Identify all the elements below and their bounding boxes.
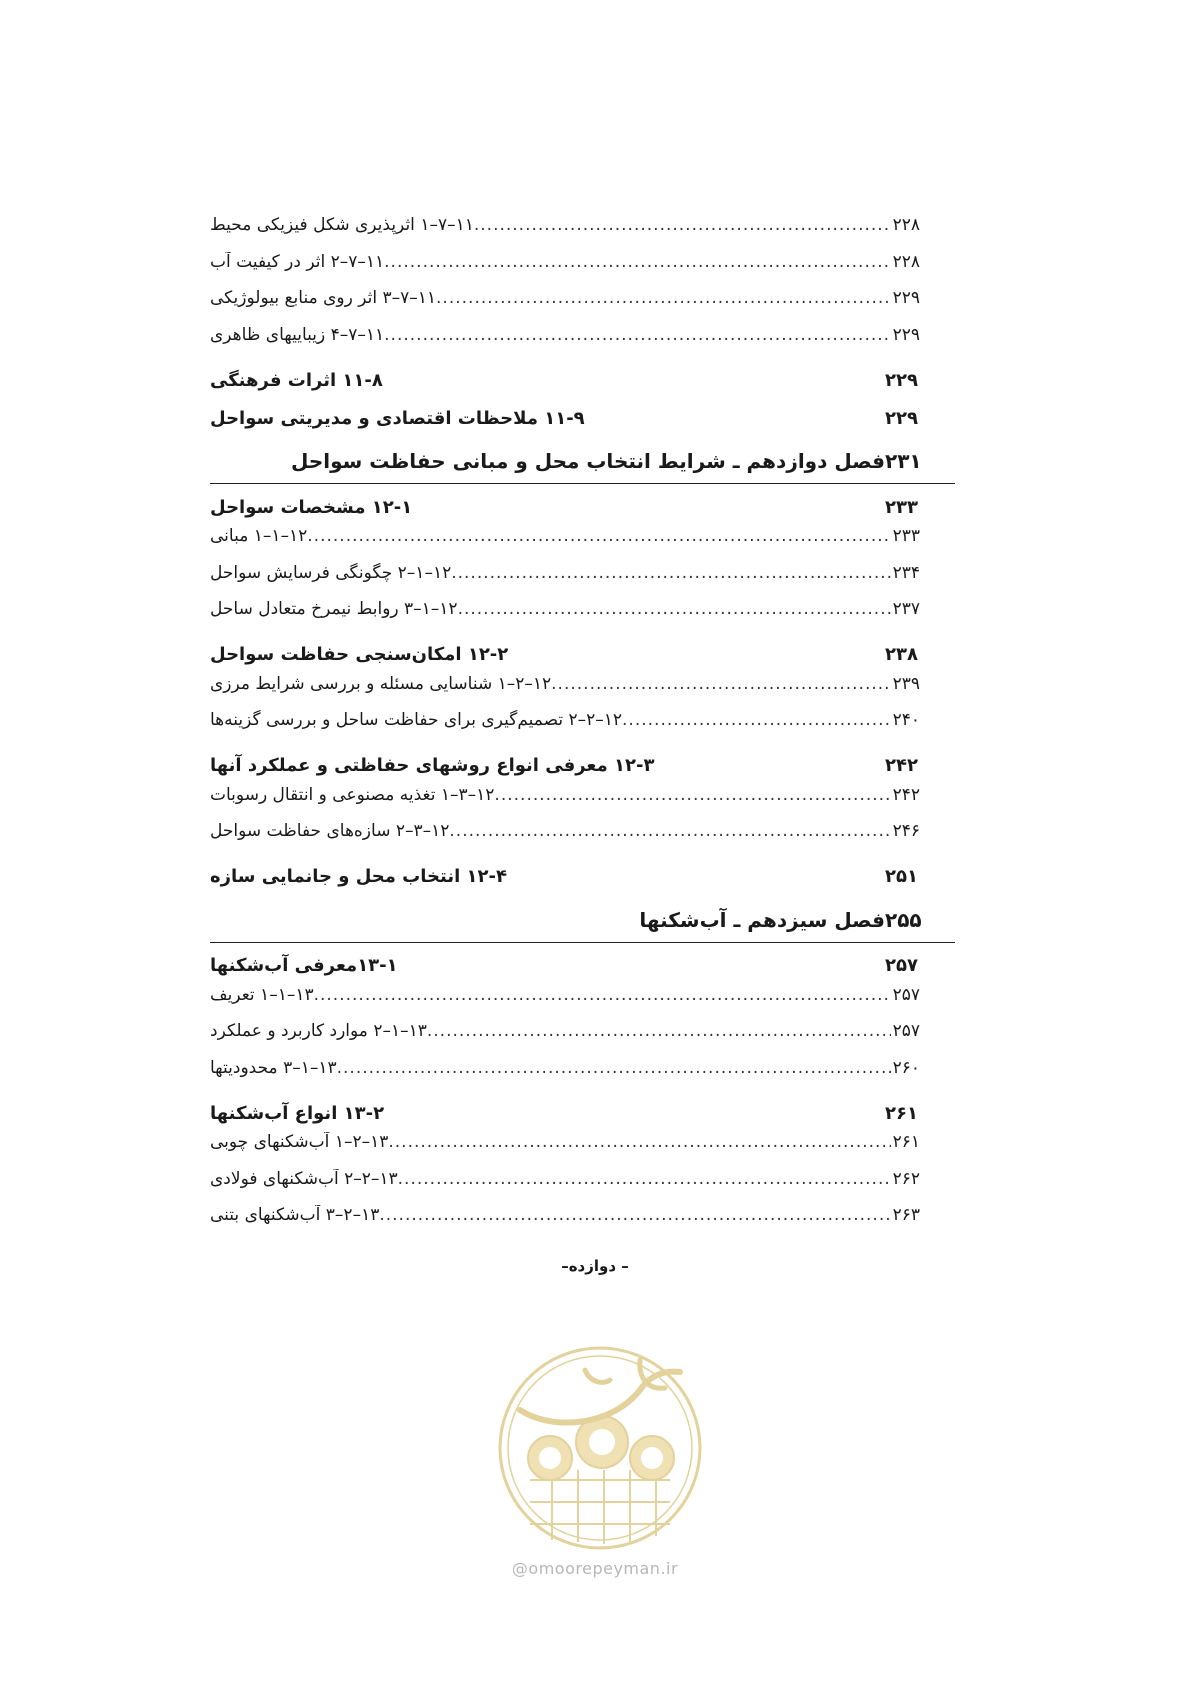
- toc-entry-title: ۱۳-۱معرفی آب‌شکنها: [210, 955, 398, 976]
- toc-section: [210, 488, 955, 526]
- toc-entry-title: ۱۳–۱–۳ محدودیتها: [210, 1057, 337, 1078]
- toc-subsection: [210, 288, 955, 325]
- toc-entry-title: ۱۱–۷–۴ زیباییهای ظاهری: [210, 324, 385, 345]
- toc-subsection: [210, 985, 955, 1022]
- toc-subsection: [210, 674, 955, 711]
- toc-entry-title: ۱۱–۷–۳ اثر روی منابع بیولوژیکی: [210, 288, 437, 308]
- toc-entry-page: ۲۵۷: [885, 955, 918, 976]
- toc-subsection: [210, 252, 955, 289]
- toc-entry-title: ۱۲–۲–۲ تصمیم‌گیری برای حفاظت ساحل و بررسی گزینه‌ها: [210, 710, 623, 730]
- toc-entry-title: ۱۲–۳–۱ تغذیه مصنوعی و انتقال رسوبات: [210, 784, 495, 805]
- toc-subsection: [210, 599, 955, 636]
- dot-leader: [451, 563, 890, 583]
- toc-subsection: [210, 1132, 955, 1169]
- toc-section: [210, 1094, 955, 1132]
- toc-entry-page: ۲۲۹: [892, 324, 920, 345]
- dot-leader: [494, 785, 890, 805]
- toc-entry-page: ۲۳۸: [885, 644, 918, 665]
- table-of-contents: [210, 215, 955, 1242]
- toc-chapter: [210, 898, 955, 942]
- toc-entry-page: ۲۲۹: [885, 407, 918, 429]
- toc-subsection: [210, 1021, 955, 1058]
- toc-entry-title: ۱۳–۲–۳ آب‌شکنهای بتنی: [210, 1205, 380, 1225]
- toc-entry-page: ۲۵۵: [885, 907, 922, 932]
- dot-leader: [307, 526, 890, 546]
- at-icon: @: [511, 1559, 529, 1578]
- toc-entry-page: ۲۲۸: [892, 215, 920, 235]
- toc-entry-page: ۲۳۴: [892, 562, 920, 583]
- toc-subsection: [210, 785, 955, 822]
- toc-subsection: [210, 710, 955, 747]
- toc-entry-title: ۱۳–۲–۱ آب‌شکنهای چوبی: [210, 1132, 389, 1152]
- toc-subsection: [210, 563, 955, 600]
- toc-entry-page: ۲۴۲: [885, 755, 918, 776]
- toc-entry-page: ۲۶۲: [892, 1168, 920, 1189]
- toc-entry-page: ۲۲۹: [892, 288, 920, 308]
- toc-entry-page: ۲۳۳: [892, 526, 920, 546]
- toc-subsection: [210, 1169, 955, 1206]
- toc-entry-page: ۲۶۳: [892, 1205, 920, 1225]
- toc-entry-page: ۲۲۹: [885, 369, 918, 391]
- toc-entry-page: ۲۳۹: [892, 673, 920, 694]
- toc-entry-title: ۱۳-۲ انواع آب‌شکنها: [210, 1102, 385, 1124]
- toc-subsection: [210, 215, 955, 252]
- toc-entry-title: ۱۱-۸ اثرات فرهنگی: [210, 369, 383, 391]
- dot-leader: [388, 1132, 890, 1152]
- dot-leader: [436, 288, 891, 308]
- dot-leader: [379, 1205, 890, 1225]
- toc-entry-page: ۲۶۱: [885, 1102, 918, 1124]
- toc-section: [210, 361, 955, 399]
- toc-entry-title: ۱۱-۹ ملاحظات اقتصادی و مدیریتی سواحل: [210, 407, 585, 429]
- dot-leader: [314, 985, 891, 1005]
- toc-entry-page: ۲۲۸: [892, 251, 920, 272]
- toc-entry-page: ۲۵۷: [892, 984, 920, 1005]
- dot-leader: [551, 674, 890, 694]
- toc-entry-title: فصل سیزدهم ـ آب‌شکنها: [639, 907, 885, 932]
- toc-subsection: [210, 1058, 955, 1095]
- toc-entry-title: ۱۲-۴ انتخاب محل و جانمایی سازه: [210, 866, 507, 887]
- toc-entry-title: ۱۲-۱ مشخصات سواحل: [210, 496, 413, 518]
- toc-chapter: [210, 439, 955, 483]
- toc-entry-title: ۱۲–۱–۳ روابط نیمرخ متعادل ساحل: [210, 599, 458, 619]
- toc-entry-title: ۱۱–۷–۱ اثرپذیری شکل فیزیکی محیط: [210, 215, 474, 235]
- toc-entry-page: ۲۵۷: [892, 1021, 920, 1041]
- toc-entry-page: ۲۶۱: [892, 1132, 920, 1152]
- toc-entry-title: فصل دوازدهم ـ شرایط انتخاب محل و مبانی حفاظت سواحل: [290, 449, 885, 473]
- toc-section: [210, 747, 955, 785]
- chapter-divider: [210, 942, 955, 943]
- dot-leader: [622, 710, 891, 730]
- dot-leader: [337, 1058, 891, 1078]
- dot-leader: [384, 325, 890, 345]
- dot-leader: [449, 821, 890, 841]
- dot-leader: [474, 215, 891, 235]
- toc-subsection: [210, 526, 955, 563]
- toc-entry-title: ۱۳–۱–۱ تعریف: [210, 984, 314, 1005]
- toc-entry-page: ۲۳۷: [892, 599, 920, 619]
- watermark-site: [0, 1559, 1190, 1578]
- toc-entry-title: ۱۲-۳ معرفی انواع روشهای حفاظتی و عملکرد آنها: [210, 755, 655, 776]
- toc-subsection: [210, 325, 955, 362]
- toc-entry-page: ۲۴۲: [892, 784, 920, 805]
- dot-leader: [427, 1021, 891, 1041]
- toc-entry-title: ۱۲-۲ امکان‌سنجی حفاظت سواحل: [210, 644, 509, 665]
- toc-entry-page: ۲۳۳: [885, 496, 918, 518]
- dot-leader: [384, 252, 890, 272]
- toc-subsection: [210, 1205, 955, 1242]
- toc-entry-page: ۲۶۰: [892, 1057, 920, 1078]
- watermark-site-text: omoorepeyman.ir: [528, 1559, 679, 1578]
- toc-subsection: [210, 821, 955, 858]
- toc-entry-title: ۱۲–۲–۱ شناسایی مسئله و بررسی شرایط مرزی: [210, 673, 552, 694]
- toc-section: [210, 947, 955, 985]
- toc-section: [210, 858, 955, 896]
- dot-leader: [398, 1169, 891, 1189]
- page-number-footer: – دوازده–: [561, 1257, 629, 1275]
- dot-leader: [458, 599, 891, 619]
- toc-entry-title: ۱۱–۷–۲ اثر در کیفیت آب: [210, 251, 385, 272]
- toc-entry-title: ۱۲–۱–۲ چگونگی فرسایش سواحل: [210, 562, 452, 583]
- toc-entry-title: ۱۳–۲–۲ آب‌شکنهای فولادی: [210, 1168, 398, 1189]
- watermark-logo: [490, 1330, 710, 1570]
- toc-entry-title: ۱۲–۱–۱ مبانی: [210, 526, 308, 546]
- toc-section: [210, 636, 955, 674]
- toc-section: [210, 399, 955, 437]
- toc-entry-title: ۱۳–۱–۲ موارد کاربرد و عملکرد: [210, 1021, 427, 1041]
- toc-entry-page: ۲۴۰: [892, 710, 920, 730]
- toc-entry-title: ۱۲–۳–۲ سازه‌های حفاظت سواحل: [210, 821, 450, 841]
- toc-entry-page: ۲۳۱: [885, 449, 922, 473]
- toc-entry-page: ۲۵۱: [885, 866, 918, 887]
- chapter-divider: [210, 483, 955, 484]
- toc-entry-page: ۲۴۶: [892, 821, 920, 841]
